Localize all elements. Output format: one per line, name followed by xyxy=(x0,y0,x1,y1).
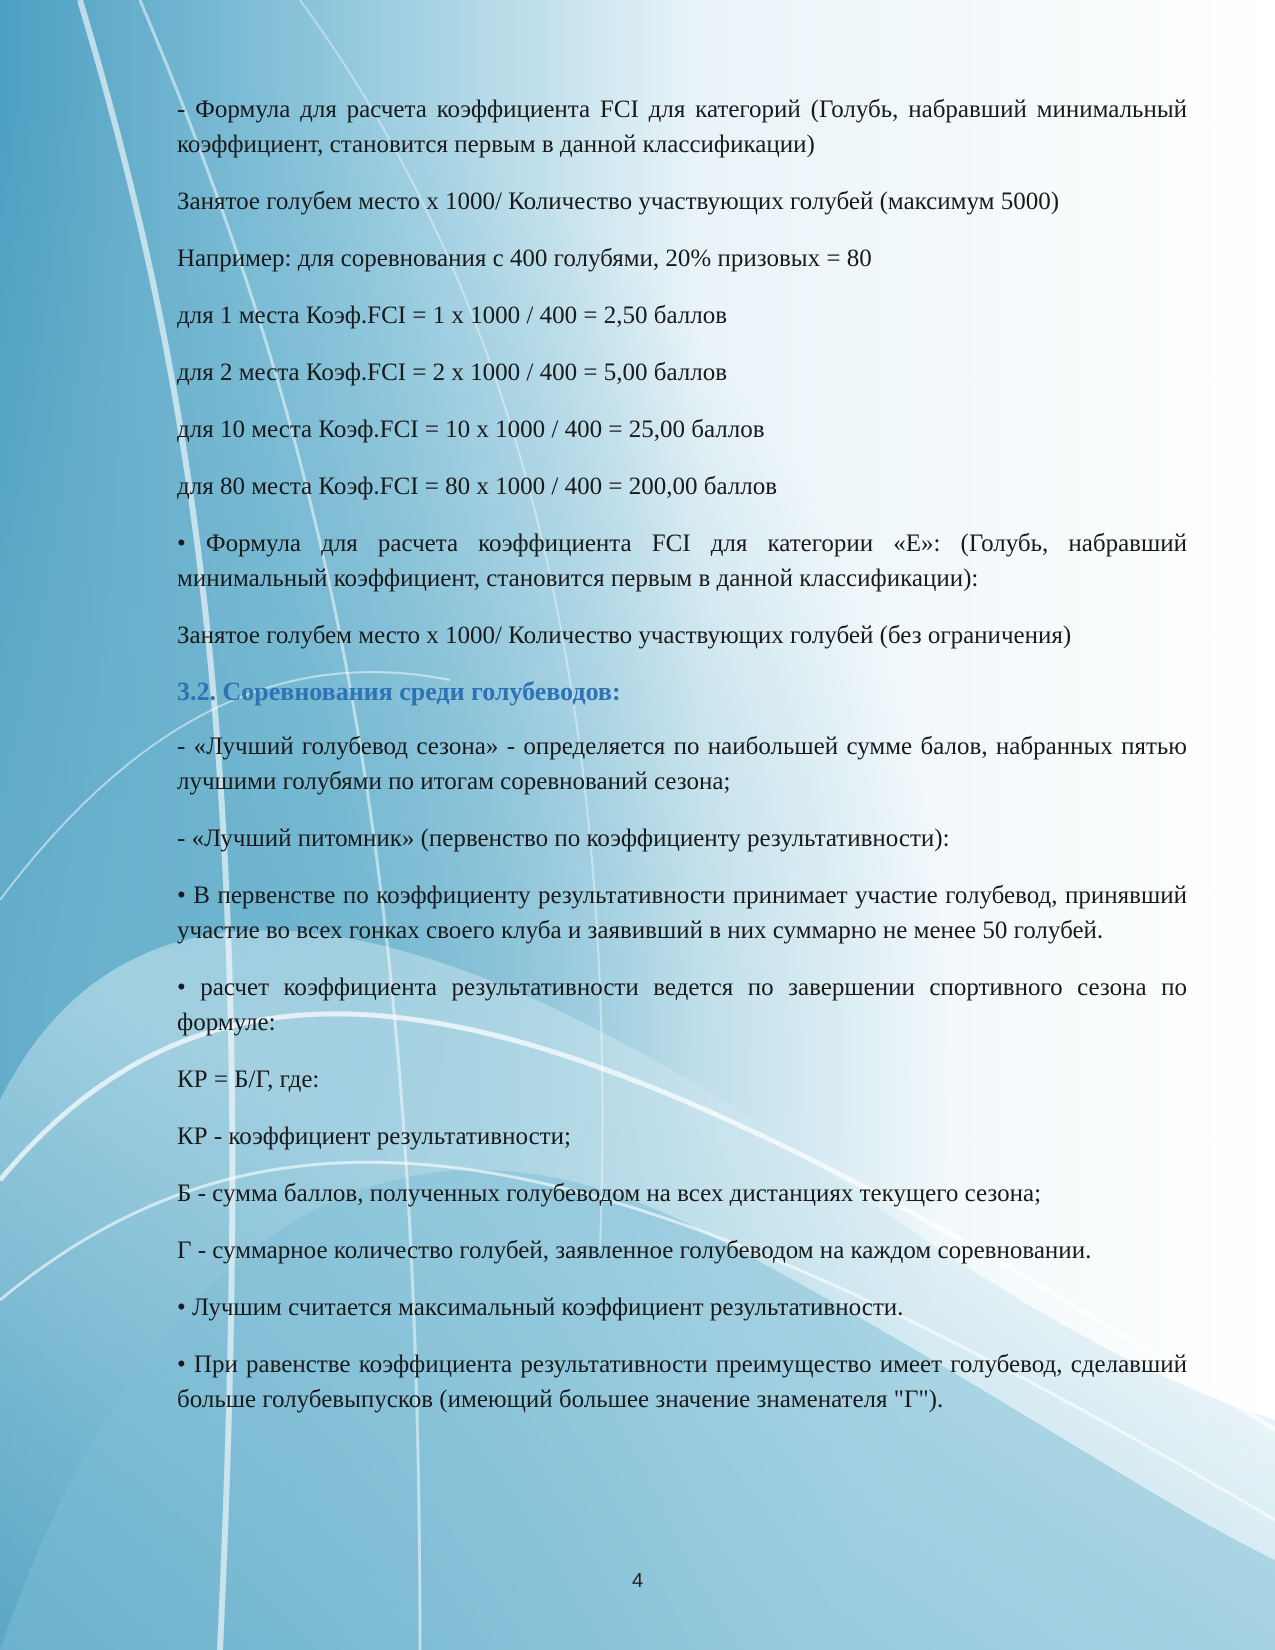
section-heading: 3.2. Соревнования среди голубеводов: xyxy=(177,677,621,706)
best-loft: - «Лучший питомник» (первенство по коэффициенту результативности): xyxy=(177,825,950,852)
best-max-coefficient: • Лучшим считается максимальный коэффициент результативности. xyxy=(177,1294,904,1321)
example-line: Например: для соревнования с 400 голубями, 20% призовых = 80 xyxy=(177,245,872,272)
example-place-10: для 10 места Коэф.FCI = 10 х 1000 / 400 = 25,00 баллов xyxy=(177,416,765,443)
formula-kr: КР = Б/Г, где: xyxy=(177,1066,320,1093)
formula-line-unlimited: Занятое голубем место х 1000/ Количество участвующих голубей (без ограничения) xyxy=(177,622,1072,649)
performance-championship-rule: • В первенстве по коэффициенту результативности принимает участие голубевод, принявший участие во всех гонках своего клуба и заявивший в них суммарно не менее 50 голубей. xyxy=(177,882,1187,944)
formula-line: Занятое голубем место х 1000/ Количество участвующих голубей (максимум 5000) xyxy=(177,188,1060,215)
formula-fci-category-e: • Формула для расчета коэффициента FCI для категории «E»: (Голубь, набравший минимальный коэффициент, становится первым в данной классификации): xyxy=(177,530,1187,592)
example-place-80: для 80 места Коэф.FCI = 80 х 1000 / 400 = 200,00 баллов xyxy=(177,473,778,500)
definition-g: Г - суммарное количество голубей, заявленное голубеводом на каждом соревновании. xyxy=(177,1237,1092,1264)
performance-calculation: • расчет коэффициента результативности ведется по завершении спортивного сезона по формуле: xyxy=(177,974,1187,1036)
example-place-2: для 2 места Коэф.FCI = 2 х 1000 / 400 = 5,00 баллов xyxy=(177,359,728,386)
example-place-1: для 1 места Коэф.FCI = 1 х 1000 / 400 = 2,50 баллов xyxy=(177,302,728,329)
definition-b: Б - сумма баллов, полученных голубеводом на всех дистанциях текущего сезона; xyxy=(177,1180,1042,1207)
formula-fci-categories: - Формула для расчета коэффициента FCI для категорий (Голубь, набравший минимальный коэффициент, становится первым в данной классификации) xyxy=(177,96,1187,158)
page-content xyxy=(177,92,1187,1439)
tie-break-rule: • При равенстве коэффициента результативности преимущество имеет голубевод, сделавший больше голубевыпусков (имеющий большее значение знаменателя "Г"). xyxy=(177,1351,1187,1413)
best-breeder-of-season: - «Лучший голубевод сезона» - определяется по наибольшей сумме балов, набранных пятью лучшими голубями по итогам соревнований сезона; xyxy=(177,733,1187,795)
definition-kr: КР - коэффициент результативности; xyxy=(177,1123,571,1150)
page-number: 4 xyxy=(631,1570,644,1592)
